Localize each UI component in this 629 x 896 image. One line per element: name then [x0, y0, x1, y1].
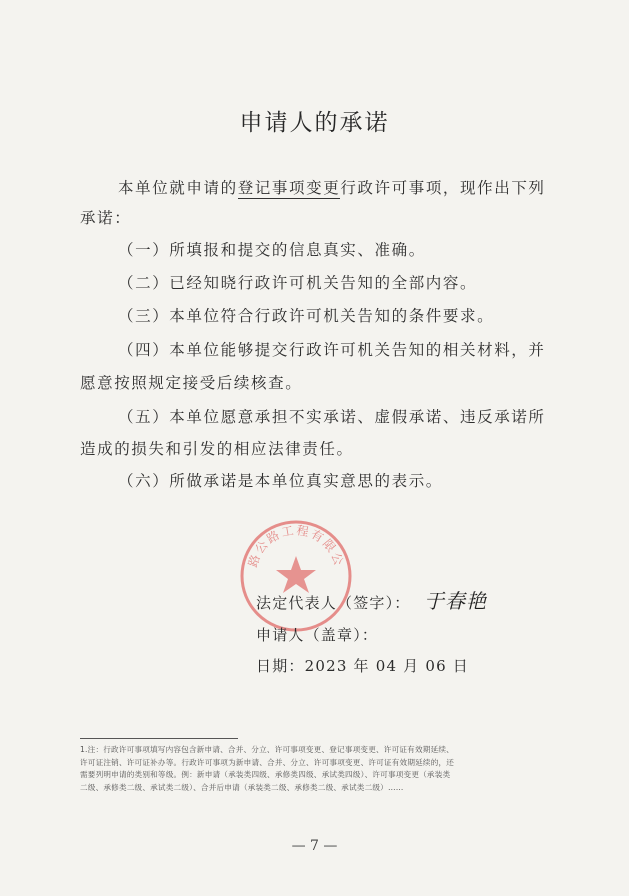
promise-item-3: （三）本单位符合行政许可机关告知的条件要求。 [118, 307, 495, 325]
promise-item-4: （四）本单位能够提交行政许可机关告知的相关材料，并 [118, 341, 546, 359]
promise-item-1: （一）所填报和提交的信息真实、准确。 [118, 241, 426, 259]
intro-line-1 [118, 176, 546, 198]
footnote-line: 1.注：行政许可事项填写内容包含新申请、合并、分立、许可事项变更、登记事项变更、许可证有效期延续、 [80, 745, 454, 754]
page-number: — 7 — [291, 838, 338, 854]
applicant-seal-label: 申请人（盖章）： [256, 626, 379, 644]
promise-item-6: （六）所做承诺是本单位真实意思的表示。 [118, 472, 443, 490]
company-seal-icon [238, 518, 354, 634]
date-value: 2023 年 04 月 06 日 [304, 657, 469, 675]
promise-item-2: （二）已经知晓行政许可机关告知的全部内容。 [118, 274, 478, 292]
legal-rep-signature: 于春艳 [424, 589, 487, 613]
footnote-divider [80, 738, 238, 739]
intro-line-2: 承诺： [80, 209, 132, 227]
footnote-line: 需要列明申请的类别和等级。例：新申请（承装类四级、承修类四级、承试类四级）、许可事项变更（承装类 [80, 770, 451, 779]
seal-text: 路公路工程有限公 [245, 523, 347, 569]
footnote [80, 744, 550, 794]
footnote-line: 二级、承修类二级、承试类二级）、合并后申请（承装类二级、承修类二级、承试类二级）…… [80, 782, 404, 792]
date-line [256, 655, 469, 676]
intro-prefix: 本单位就申请的 [118, 179, 238, 197]
page-title: 申请人的承诺 [239, 110, 390, 136]
footnote-line: 许可证注销、许可证补办等。行政许可事项为新申请、合并、分立、许可事项变更、许可证有效期延续的，还 [80, 757, 455, 767]
promise-item-4-cont: 愿意按照规定接受后续核查。 [80, 374, 303, 392]
promise-item-5: （五）本单位愿意承担不实承诺、虚假承诺、违反承诺所 [118, 408, 546, 426]
intro-underlined-item: 登记事项变更 [237, 179, 341, 197]
date-label: 日期： [256, 657, 305, 675]
legal-rep-label: 法定代表人（签字）： [256, 594, 411, 612]
intro-suffix: 行政许可事项，现作出下列 [340, 179, 546, 197]
promise-item-5-cont: 造成的损失和引发的相应法律责任。 [80, 440, 354, 458]
